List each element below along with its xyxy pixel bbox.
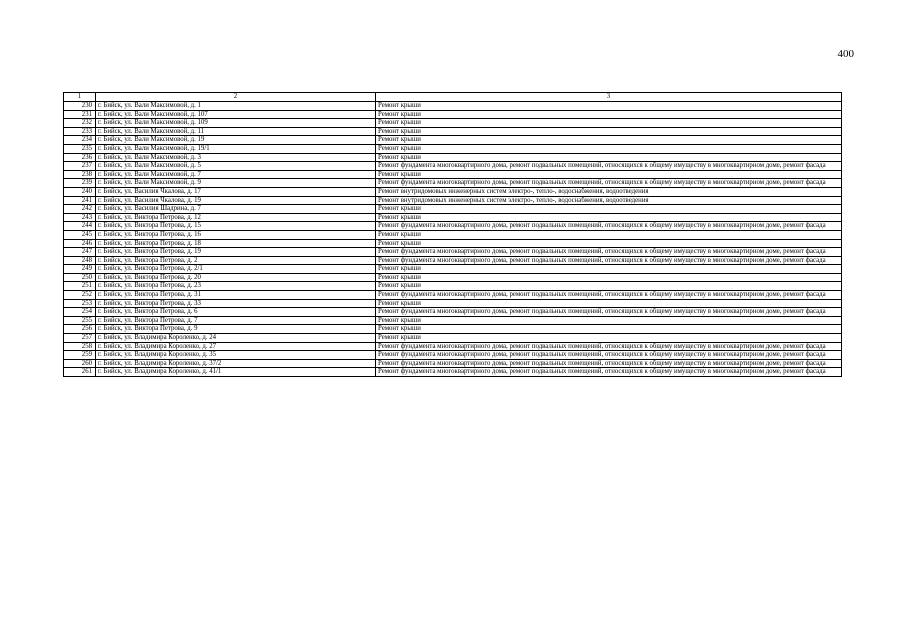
row-number-cell: 261 (64, 368, 96, 377)
work-type-cell: Ремонт крыши (376, 136, 842, 145)
address-cell: г. Бийск, ул. Виктора Петрова, д. 16 (96, 230, 376, 239)
row-number-cell: 248 (64, 256, 96, 265)
address-cell: г. Бийск, ул. Вали Максимовой, д. 109 (96, 119, 376, 128)
table-row (64, 170, 842, 179)
address-cell: г. Бийск, ул. Вали Максимовой, д. 7 (96, 170, 376, 179)
work-type-cell: Ремонт крыши (376, 230, 842, 239)
work-type-cell: Ремонт крыши (376, 265, 842, 274)
table-row (64, 308, 842, 317)
address-cell: г. Бийск, ул. Виктора Петрова, д. 2 (96, 256, 376, 265)
table-row (64, 265, 842, 274)
table-row (64, 213, 842, 222)
row-number-cell: 240 (64, 187, 96, 196)
address-cell: г. Бийск, ул. Владимира Короленко, д. 24 (96, 334, 376, 343)
row-number-cell: 242 (64, 205, 96, 214)
address-cell: г. Бийск, ул. Вали Максимовой, д. 3 (96, 153, 376, 162)
row-number-cell: 243 (64, 213, 96, 222)
row-number-cell: 244 (64, 222, 96, 231)
work-type-cell: Ремонт крыши (376, 144, 842, 153)
work-type-cell: Ремонт фундамента многоквартирного дома, ремонт подвальных помещений, относящихся к общему имуществу в многоквартирном доме, ремонт фасада (376, 368, 842, 377)
row-number-cell: 230 (64, 102, 96, 111)
work-type-cell: Ремонт крыши (376, 325, 842, 334)
table-row (64, 153, 842, 162)
row-number-cell: 234 (64, 136, 96, 145)
repair-table (63, 92, 842, 377)
table-row (64, 239, 842, 248)
work-type-cell: Ремонт крыши (376, 153, 842, 162)
address-cell: г. Бийск, ул. Василия Чкалова, д. 17 (96, 187, 376, 196)
address-cell: г. Бийск, ул. Владимира Короленко, д. 27 (96, 342, 376, 351)
work-type-cell: Ремонт крыши (376, 205, 842, 214)
address-cell: г. Бийск, ул. Василия Чкалова, д. 19 (96, 196, 376, 205)
table-row (64, 230, 842, 239)
table-row (64, 291, 842, 300)
row-number-cell: 252 (64, 291, 96, 300)
address-cell: г. Бийск, ул. Вали Максимовой, д. 19 (96, 136, 376, 145)
row-number-cell: 258 (64, 342, 96, 351)
row-number-cell: 245 (64, 230, 96, 239)
address-cell: г. Бийск, ул. Виктора Петрова, д. 9 (96, 325, 376, 334)
row-number-cell: 257 (64, 334, 96, 343)
work-type-cell: Ремонт крыши (376, 316, 842, 325)
address-cell: г. Бийск, ул. Виктора Петрова, д. 18 (96, 239, 376, 248)
table-row (64, 248, 842, 257)
row-number-cell: 236 (64, 153, 96, 162)
work-type-cell: Ремонт фундамента многоквартирного дома, ремонт подвальных помещений, относящихся к общему имуществу в многоквартирном доме, ремонт фасада (376, 342, 842, 351)
work-type-cell: Ремонт крыши (376, 127, 842, 136)
row-number-cell: 254 (64, 308, 96, 317)
row-number-cell: 256 (64, 325, 96, 334)
row-number-cell: 249 (64, 265, 96, 274)
address-cell: г. Бийск, ул. Василия Шадрина, д. 7 (96, 205, 376, 214)
work-type-cell: Ремонт крыши (376, 170, 842, 179)
work-type-cell: Ремонт фундамента многоквартирного дома, ремонт подвальных помещений, относящихся к общему имуществу в многоквартирном доме, ремонт фасада (376, 222, 842, 231)
table-row (64, 119, 842, 128)
row-number-cell: 235 (64, 144, 96, 153)
row-number-cell: 233 (64, 127, 96, 136)
row-number-cell: 246 (64, 239, 96, 248)
table-row (64, 325, 842, 334)
table-row (64, 136, 842, 145)
page-number: 400 (837, 48, 854, 60)
address-cell: г. Бийск, ул. Виктора Петрова, д. 7 (96, 316, 376, 325)
table-row (64, 162, 842, 171)
row-number-cell: 232 (64, 119, 96, 128)
work-type-cell: Ремонт фундамента многоквартирного дома, ремонт подвальных помещений, относящихся к общему имуществу в многоквартирном доме, ремонт фасада (376, 248, 842, 257)
row-number-cell: 247 (64, 248, 96, 257)
address-cell: г. Бийск, ул. Виктора Петрова, д. 12 (96, 213, 376, 222)
table-row (64, 299, 842, 308)
table-row (64, 205, 842, 214)
work-type-cell: Ремонт фундамента многоквартирного дома, ремонт подвальных помещений, относящихся к общему имуществу в многоквартирном доме, ремонт фасада (376, 256, 842, 265)
table-header-row (64, 93, 842, 102)
address-cell: г. Бийск, ул. Вали Максимовой, д. 11 (96, 127, 376, 136)
work-type-cell: Ремонт фундамента многоквартирного дома, ремонт подвальных помещений, относящихся к общему имуществу в многоквартирном доме, ремонт фасада (376, 308, 842, 317)
table-row (64, 102, 842, 111)
work-type-cell: Ремонт крыши (376, 213, 842, 222)
address-cell: г. Бийск, ул. Виктора Петрова, д. 23 (96, 282, 376, 291)
work-type-cell: Ремонт крыши (376, 119, 842, 128)
address-cell: г. Бийск, ул. Вали Максимовой, д. 107 (96, 110, 376, 119)
header-cell-3: 3 (376, 93, 842, 102)
work-type-cell: Ремонт фундамента многоквартирного дома, ремонт подвальных помещений, относящихся к общему имуществу в многоквартирном доме, ремонт фасада (376, 291, 842, 300)
work-type-cell: Ремонт фундамента многоквартирного дома, ремонт подвальных помещений, относящихся к общему имуществу в многоквартирном доме, ремонт фасада (376, 179, 842, 188)
row-number-cell: 239 (64, 179, 96, 188)
work-type-cell: Ремонт фундамента многоквартирного дома, ремонт подвальных помещений, относящихся к общему имуществу в многоквартирном доме, ремонт фасада (376, 162, 842, 171)
address-cell: г. Бийск, ул. Виктора Петрова, д. 33 (96, 299, 376, 308)
row-number-cell: 250 (64, 273, 96, 282)
address-cell: г. Бийск, ул. Виктора Петрова, д. 6 (96, 308, 376, 317)
table-row (64, 282, 842, 291)
header-cell-2: 2 (96, 93, 376, 102)
table-row (64, 334, 842, 343)
row-number-cell: 259 (64, 351, 96, 360)
address-cell: г. Бийск, ул. Вали Максимовой, д. 9 (96, 179, 376, 188)
address-cell: г. Бийск, ул. Виктора Петрова, д. 2/1 (96, 265, 376, 274)
work-type-cell: Ремонт внутридомовых инженерных систем электро-, тепло-, водоснабжения, водоотведения (376, 196, 842, 205)
work-type-cell: Ремонт крыши (376, 273, 842, 282)
work-type-cell: Ремонт крыши (376, 102, 842, 111)
work-type-cell: Ремонт фундамента многоквартирного дома, ремонт подвальных помещений, относящихся к общему имуществу в многоквартирном доме, ремонт фасада (376, 351, 842, 360)
work-type-cell: Ремонт крыши (376, 239, 842, 248)
row-number-cell: 255 (64, 316, 96, 325)
table-body (64, 93, 842, 377)
row-number-cell: 238 (64, 170, 96, 179)
table-row (64, 342, 842, 351)
address-cell: г. Бийск, ул. Вали Максимовой, д. 5 (96, 162, 376, 171)
address-cell: г. Бийск, ул. Владимира Короленко, д. 41/1 (96, 368, 376, 377)
table-row (64, 144, 842, 153)
address-cell: г. Бийск, ул. Владимира Короленко, д. 37/2 (96, 359, 376, 368)
work-type-cell: Ремонт крыши (376, 299, 842, 308)
table-row (64, 196, 842, 205)
table-row (64, 127, 842, 136)
table-row (64, 222, 842, 231)
work-type-cell: Ремонт внутридомовых инженерных систем электро-, тепло-, водоснабжения, водоотведения (376, 187, 842, 196)
row-number-cell: 231 (64, 110, 96, 119)
address-cell: г. Бийск, ул. Владимира Короленко, д. 35 (96, 351, 376, 360)
table-row (64, 187, 842, 196)
address-cell: г. Бийск, ул. Виктора Петрова, д. 31 (96, 291, 376, 300)
table-row (64, 256, 842, 265)
work-type-cell: Ремонт крыши (376, 334, 842, 343)
address-cell: г. Бийск, ул. Виктора Петрова, д. 20 (96, 273, 376, 282)
work-type-cell: Ремонт фундамента многоквартирного дома, ремонт подвальных помещений, относящихся к общему имуществу в многоквартирном доме, ремонт фасада (376, 359, 842, 368)
table-row (64, 316, 842, 325)
address-cell: г. Бийск, ул. Вали Максимовой, д. 19/1 (96, 144, 376, 153)
address-cell: г. Бийск, ул. Виктора Петрова, д. 19 (96, 248, 376, 257)
work-type-cell: Ремонт крыши (376, 282, 842, 291)
table-row (64, 368, 842, 377)
row-number-cell: 253 (64, 299, 96, 308)
row-number-cell: 251 (64, 282, 96, 291)
address-cell: г. Бийск, ул. Вали Максимовой, д. 1 (96, 102, 376, 111)
table-row (64, 351, 842, 360)
row-number-cell: 241 (64, 196, 96, 205)
table-row (64, 273, 842, 282)
work-type-cell: Ремонт крыши (376, 110, 842, 119)
address-cell: г. Бийск, ул. Виктора Петрова, д. 15 (96, 222, 376, 231)
table-row (64, 110, 842, 119)
row-number-cell: 237 (64, 162, 96, 171)
header-cell-1: 1 (64, 93, 96, 102)
table-row (64, 359, 842, 368)
row-number-cell: 260 (64, 359, 96, 368)
table-row (64, 179, 842, 188)
